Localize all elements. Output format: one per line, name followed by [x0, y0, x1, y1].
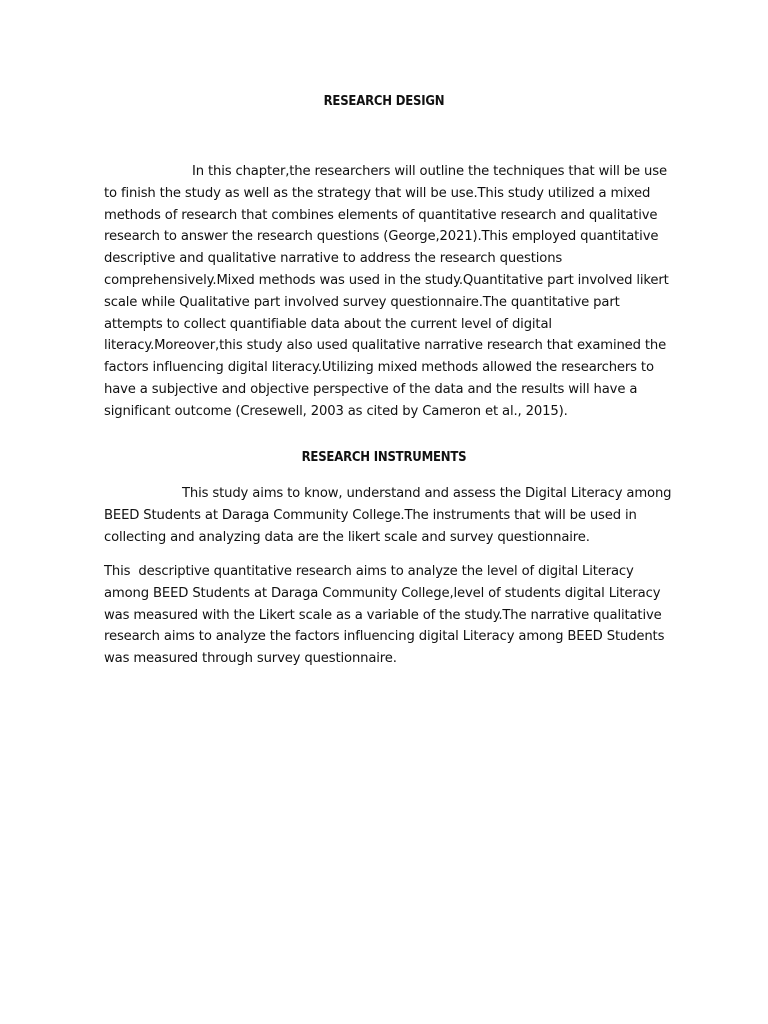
research-instruments-heading: RESEARCH INSTRUMENTS	[301, 450, 467, 465]
research-design-heading: RESEARCH DESIGN	[323, 94, 445, 109]
research-instruments-paragraph-1: This study aims to know, understand and assess the Digital Literacy among BEED Students at Daraga Community College.The instruments that will be used in collecting and analyzing data are the likert scale and survey questionnaire.	[104, 486, 672, 545]
research-design-paragraph: In this chapter,the researchers will outline the techniques that will be use to finish the study as well as the strategy that will be use.This study utilized a mixed methods of research that combines elements of quantitative research and qualitative research to answer the research questions (George,2021).This employed quantitative descriptive and qualitative narrative to address the research questions comprehensively.Mixed methods was used in the study.Quantitative part involved likert scale while Qualitative part involved survey questionnaire.The quantitative part attempts to collect quantifiable data about the current level of digital literacy.Moreover,this study also used qualitative narrative research that examined the factors influencing digital literacy.Utilizing mixed methods allowed the researchers to have a subjective and objective perspective of the data and the results will have a significant outcome (Cresewell, 2003 as cited by Cameron et al., 2015).	[104, 164, 669, 419]
research-instruments-paragraph-2: This descriptive quantitative research aims to analyze the level of digital Literacy among BEED Students at Daraga Community College,level of students digital Literacy was measured with the Likert scale as a variable of the study.The narrative qualitative research aims to analyze the factors influencing digital Literacy among BEED Students was measured through survey questionnaire.	[104, 564, 669, 667]
